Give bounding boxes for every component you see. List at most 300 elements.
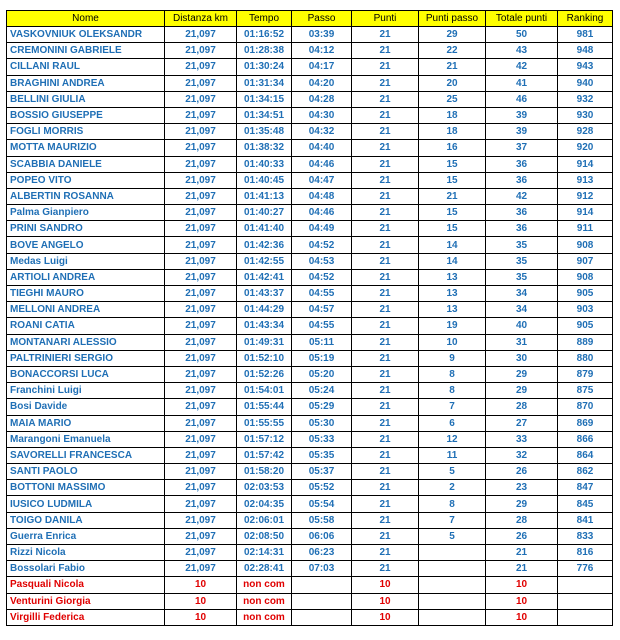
cell-totale: 26 <box>486 528 558 544</box>
cell-punti-passo: 15 <box>419 172 486 188</box>
cell-tempo: 01:52:26 <box>237 366 292 382</box>
cell-distanza: 21,097 <box>165 75 237 91</box>
cell-distanza: 21,097 <box>165 447 237 463</box>
cell-punti-passo: 7 <box>419 512 486 528</box>
cell-punti-passo: 22 <box>419 43 486 59</box>
cell-ranking: 847 <box>558 480 613 496</box>
cell-punti: 21 <box>352 366 419 382</box>
table-row <box>7 318 613 334</box>
cell-distanza: 21,097 <box>165 399 237 415</box>
cell-totale: 39 <box>486 107 558 123</box>
cell-totale: 29 <box>486 496 558 512</box>
cell-punti: 21 <box>352 253 419 269</box>
cell-totale: 36 <box>486 172 558 188</box>
cell-punti: 21 <box>352 188 419 204</box>
cell-ranking: 932 <box>558 91 613 107</box>
results-body <box>7 27 613 626</box>
cell-nome: Rizzi Nicola <box>7 545 165 561</box>
cell-punti: 21 <box>352 302 419 318</box>
cell-totale: 46 <box>486 91 558 107</box>
cell-distanza: 21,097 <box>165 302 237 318</box>
cell-ranking: 875 <box>558 383 613 399</box>
cell-punti: 21 <box>352 561 419 577</box>
table-row <box>7 75 613 91</box>
cell-distanza: 21,097 <box>165 480 237 496</box>
cell-nome: VASKOVNIUK OLEKSANDR <box>7 27 165 43</box>
cell-punti: 10 <box>352 593 419 609</box>
cell-ranking: 889 <box>558 334 613 350</box>
cell-passo: 04:17 <box>292 59 352 75</box>
header-totale: Totale punti <box>486 11 558 27</box>
table-row <box>7 302 613 318</box>
cell-punti-passo: 29 <box>419 27 486 43</box>
cell-distanza: 21,097 <box>165 334 237 350</box>
cell-punti-passo: 13 <box>419 286 486 302</box>
cell-passo: 05:33 <box>292 431 352 447</box>
cell-distanza: 21,097 <box>165 107 237 123</box>
table-row <box>7 561 613 577</box>
cell-tempo: 01:40:27 <box>237 205 292 221</box>
cell-passo: 04:12 <box>292 43 352 59</box>
cell-distanza: 21,097 <box>165 561 237 577</box>
cell-tempo: 01:42:55 <box>237 253 292 269</box>
cell-tempo: 01:57:12 <box>237 431 292 447</box>
cell-punti-passo: 5 <box>419 464 486 480</box>
cell-totale: 26 <box>486 464 558 480</box>
cell-punti-passo: 15 <box>419 156 486 172</box>
cell-tempo: non com <box>237 609 292 625</box>
cell-nome: MAIA MARIO <box>7 415 165 431</box>
header-nome: Nome <box>7 11 165 27</box>
cell-totale: 10 <box>486 593 558 609</box>
cell-ranking: 870 <box>558 399 613 415</box>
cell-tempo: non com <box>237 577 292 593</box>
cell-totale: 21 <box>486 561 558 577</box>
cell-nome: BRAGHINI ANDREA <box>7 75 165 91</box>
results-table <box>6 10 613 626</box>
cell-totale: 35 <box>486 253 558 269</box>
table-row <box>7 59 613 75</box>
cell-ranking <box>558 577 613 593</box>
cell-tempo: 01:34:51 <box>237 107 292 123</box>
cell-ranking: 862 <box>558 464 613 480</box>
cell-totale: 21 <box>486 545 558 561</box>
cell-tempo: 01:38:32 <box>237 140 292 156</box>
table-row <box>7 221 613 237</box>
cell-punti: 21 <box>352 286 419 302</box>
cell-nome: TOIGO DANILA <box>7 512 165 528</box>
table-row <box>7 415 613 431</box>
cell-punti: 21 <box>352 431 419 447</box>
cell-totale: 39 <box>486 124 558 140</box>
cell-totale: 10 <box>486 609 558 625</box>
cell-ranking: 914 <box>558 156 613 172</box>
cell-punti-passo: 2 <box>419 480 486 496</box>
header-punti-passo: Punti passo <box>419 11 486 27</box>
cell-punti: 21 <box>352 221 419 237</box>
cell-passo: 06:06 <box>292 528 352 544</box>
table-row <box>7 545 613 561</box>
cell-punti-passo <box>419 577 486 593</box>
cell-totale: 28 <box>486 512 558 528</box>
cell-punti-passo <box>419 609 486 625</box>
cell-nome: ARTIOLI ANDREA <box>7 269 165 285</box>
table-row <box>7 577 613 593</box>
cell-nome: POPEO VITO <box>7 172 165 188</box>
cell-distanza: 21,097 <box>165 124 237 140</box>
cell-passo: 05:20 <box>292 366 352 382</box>
cell-passo: 04:57 <box>292 302 352 318</box>
cell-nome: ROANI CATIA <box>7 318 165 334</box>
header-tempo: Tempo <box>237 11 292 27</box>
cell-distanza: 21,097 <box>165 383 237 399</box>
cell-tempo: 01:34:15 <box>237 91 292 107</box>
cell-punti-passo: 9 <box>419 350 486 366</box>
cell-nome: Bosi Davide <box>7 399 165 415</box>
cell-passo: 05:54 <box>292 496 352 512</box>
cell-punti: 21 <box>352 269 419 285</box>
cell-tempo: 01:30:24 <box>237 59 292 75</box>
header-distanza: Distanza km <box>165 11 237 27</box>
cell-tempo: 01:44:29 <box>237 302 292 318</box>
cell-punti: 21 <box>352 496 419 512</box>
cell-totale: 31 <box>486 334 558 350</box>
cell-passo: 04:46 <box>292 205 352 221</box>
cell-punti: 21 <box>352 124 419 140</box>
cell-punti: 21 <box>352 545 419 561</box>
cell-punti-passo <box>419 545 486 561</box>
cell-punti-passo: 25 <box>419 91 486 107</box>
cell-tempo: 01:43:37 <box>237 286 292 302</box>
cell-distanza: 21,097 <box>165 172 237 188</box>
cell-passo: 03:39 <box>292 27 352 43</box>
cell-punti-passo: 21 <box>419 59 486 75</box>
cell-punti-passo: 5 <box>419 528 486 544</box>
cell-tempo: 02:06:01 <box>237 512 292 528</box>
cell-distanza: 21,097 <box>165 237 237 253</box>
cell-distanza: 21,097 <box>165 431 237 447</box>
cell-distanza: 21,097 <box>165 464 237 480</box>
cell-ranking: 908 <box>558 269 613 285</box>
cell-nome: Marangoni Emanuela <box>7 431 165 447</box>
cell-totale: 50 <box>486 27 558 43</box>
table-row <box>7 334 613 350</box>
cell-totale: 41 <box>486 75 558 91</box>
table-row <box>7 609 613 625</box>
cell-ranking: 864 <box>558 447 613 463</box>
cell-nome: BOVE ANGELO <box>7 237 165 253</box>
cell-ranking: 816 <box>558 545 613 561</box>
cell-distanza: 21,097 <box>165 205 237 221</box>
cell-nome: CILLANI RAUL <box>7 59 165 75</box>
cell-distanza: 21,097 <box>165 350 237 366</box>
cell-distanza: 21,097 <box>165 221 237 237</box>
cell-punti: 21 <box>352 334 419 350</box>
table-row <box>7 496 613 512</box>
table-row <box>7 27 613 43</box>
table-row <box>7 480 613 496</box>
cell-nome: BONACCORSI LUCA <box>7 366 165 382</box>
cell-distanza: 21,097 <box>165 366 237 382</box>
cell-tempo: 01:43:34 <box>237 318 292 334</box>
cell-ranking: 928 <box>558 124 613 140</box>
table-row <box>7 431 613 447</box>
cell-tempo: 02:14:31 <box>237 545 292 561</box>
cell-passo: 04:53 <box>292 253 352 269</box>
cell-totale: 37 <box>486 140 558 156</box>
cell-nome: IUSICO LUDMILA <box>7 496 165 512</box>
cell-ranking: 930 <box>558 107 613 123</box>
cell-ranking: 905 <box>558 318 613 334</box>
cell-ranking: 841 <box>558 512 613 528</box>
cell-nome: MELLONI ANDREA <box>7 302 165 318</box>
cell-ranking: 866 <box>558 431 613 447</box>
table-row <box>7 140 613 156</box>
table-row <box>7 253 613 269</box>
cell-passo: 04:46 <box>292 156 352 172</box>
cell-ranking: 920 <box>558 140 613 156</box>
cell-nome: TIEGHI MAURO <box>7 286 165 302</box>
cell-totale: 23 <box>486 480 558 496</box>
cell-totale: 35 <box>486 237 558 253</box>
cell-distanza: 21,097 <box>165 253 237 269</box>
table-row <box>7 350 613 366</box>
cell-nome: SAVORELLI FRANCESCA <box>7 447 165 463</box>
cell-passo <box>292 577 352 593</box>
cell-punti-passo: 8 <box>419 496 486 512</box>
cell-tempo: 02:28:41 <box>237 561 292 577</box>
cell-ranking: 948 <box>558 43 613 59</box>
cell-punti: 21 <box>352 350 419 366</box>
table-row <box>7 188 613 204</box>
header-row <box>7 11 613 27</box>
cell-tempo: 01:35:48 <box>237 124 292 140</box>
cell-tempo: 01:28:38 <box>237 43 292 59</box>
table-row <box>7 528 613 544</box>
cell-tempo: 01:31:34 <box>237 75 292 91</box>
cell-totale: 28 <box>486 399 558 415</box>
cell-nome: CREMONINI GABRIELE <box>7 43 165 59</box>
cell-nome: Palma Gianpiero <box>7 205 165 221</box>
cell-totale: 29 <box>486 366 558 382</box>
cell-tempo: 01:16:52 <box>237 27 292 43</box>
cell-ranking: 833 <box>558 528 613 544</box>
table-row <box>7 366 613 382</box>
cell-punti: 21 <box>352 318 419 334</box>
cell-totale: 29 <box>486 383 558 399</box>
cell-ranking: 907 <box>558 253 613 269</box>
cell-punti: 21 <box>352 140 419 156</box>
cell-distanza: 21,097 <box>165 43 237 59</box>
cell-ranking: 913 <box>558 172 613 188</box>
cell-nome: Guerra Enrica <box>7 528 165 544</box>
cell-punti-passo: 8 <box>419 366 486 382</box>
cell-punti-passo: 14 <box>419 253 486 269</box>
cell-passo: 05:30 <box>292 415 352 431</box>
cell-totale: 42 <box>486 59 558 75</box>
cell-punti-passo: 14 <box>419 237 486 253</box>
cell-punti-passo: 13 <box>419 302 486 318</box>
cell-distanza: 21,097 <box>165 318 237 334</box>
cell-totale: 10 <box>486 577 558 593</box>
cell-totale: 34 <box>486 302 558 318</box>
cell-ranking: 908 <box>558 237 613 253</box>
cell-totale: 30 <box>486 350 558 366</box>
table-row <box>7 286 613 302</box>
cell-nome: PRINI SANDRO <box>7 221 165 237</box>
cell-tempo: 01:40:45 <box>237 172 292 188</box>
cell-ranking: 879 <box>558 366 613 382</box>
cell-totale: 42 <box>486 188 558 204</box>
table-row <box>7 43 613 59</box>
cell-passo: 05:11 <box>292 334 352 350</box>
cell-punti: 21 <box>352 237 419 253</box>
cell-punti-passo: 13 <box>419 269 486 285</box>
cell-passo: 04:30 <box>292 107 352 123</box>
header-ranking: Ranking <box>558 11 613 27</box>
cell-ranking: 940 <box>558 75 613 91</box>
table-row <box>7 172 613 188</box>
cell-ranking: 845 <box>558 496 613 512</box>
cell-distanza: 10 <box>165 609 237 625</box>
cell-passo: 05:35 <box>292 447 352 463</box>
cell-ranking <box>558 593 613 609</box>
cell-punti-passo: 18 <box>419 124 486 140</box>
cell-punti-passo: 11 <box>419 447 486 463</box>
cell-distanza: 21,097 <box>165 91 237 107</box>
cell-passo: 04:20 <box>292 75 352 91</box>
cell-punti-passo: 6 <box>419 415 486 431</box>
cell-punti-passo <box>419 561 486 577</box>
cell-punti: 21 <box>352 205 419 221</box>
cell-totale: 36 <box>486 156 558 172</box>
table-row <box>7 399 613 415</box>
cell-nome: BELLINI GIULIA <box>7 91 165 107</box>
cell-nome: Bossolari Fabio <box>7 561 165 577</box>
table-row <box>7 91 613 107</box>
cell-totale: 27 <box>486 415 558 431</box>
cell-distanza: 21,097 <box>165 496 237 512</box>
cell-punti: 21 <box>352 383 419 399</box>
cell-punti: 10 <box>352 577 419 593</box>
cell-passo: 04:47 <box>292 172 352 188</box>
cell-passo: 06:23 <box>292 545 352 561</box>
cell-passo: 04:40 <box>292 140 352 156</box>
cell-ranking: 869 <box>558 415 613 431</box>
cell-punti: 21 <box>352 172 419 188</box>
header-passo: Passo <box>292 11 352 27</box>
cell-punti: 21 <box>352 27 419 43</box>
cell-punti: 21 <box>352 399 419 415</box>
cell-ranking: 912 <box>558 188 613 204</box>
cell-punti-passo <box>419 593 486 609</box>
cell-nome: SANTI PAOLO <box>7 464 165 480</box>
cell-totale: 35 <box>486 269 558 285</box>
cell-punti: 21 <box>352 447 419 463</box>
cell-punti: 21 <box>352 528 419 544</box>
cell-nome: Venturini Giorgia <box>7 593 165 609</box>
cell-passo: 04:32 <box>292 124 352 140</box>
cell-nome: Medas Luigi <box>7 253 165 269</box>
cell-punti-passo: 19 <box>419 318 486 334</box>
cell-nome: MOTTA MAURIZIO <box>7 140 165 156</box>
cell-nome: FOGLI MORRIS <box>7 124 165 140</box>
cell-totale: 34 <box>486 286 558 302</box>
cell-punti-passo: 12 <box>419 431 486 447</box>
cell-punti: 21 <box>352 91 419 107</box>
cell-nome: SCABBIA DANIELE <box>7 156 165 172</box>
cell-ranking: 914 <box>558 205 613 221</box>
cell-totale: 32 <box>486 447 558 463</box>
cell-punti: 21 <box>352 75 419 91</box>
cell-punti-passo: 16 <box>419 140 486 156</box>
cell-tempo: 01:40:33 <box>237 156 292 172</box>
cell-punti-passo: 8 <box>419 383 486 399</box>
cell-nome: BOTTONI MASSIMO <box>7 480 165 496</box>
table-row <box>7 156 613 172</box>
cell-tempo: 01:57:42 <box>237 447 292 463</box>
cell-nome: MONTANARI ALESSIO <box>7 334 165 350</box>
cell-nome: Franchini Luigi <box>7 383 165 399</box>
cell-punti: 21 <box>352 480 419 496</box>
cell-ranking <box>558 609 613 625</box>
cell-ranking: 981 <box>558 27 613 43</box>
cell-tempo: 02:04:35 <box>237 496 292 512</box>
cell-ranking: 776 <box>558 561 613 577</box>
cell-passo: 05:29 <box>292 399 352 415</box>
cell-nome: Virgilli Federica <box>7 609 165 625</box>
cell-distanza: 21,097 <box>165 545 237 561</box>
cell-tempo: 01:41:40 <box>237 221 292 237</box>
cell-tempo: 01:42:41 <box>237 269 292 285</box>
cell-punti-passo: 7 <box>419 399 486 415</box>
table-row <box>7 124 613 140</box>
cell-nome: BOSSIO GIUSEPPE <box>7 107 165 123</box>
table-row <box>7 593 613 609</box>
cell-ranking: 911 <box>558 221 613 237</box>
cell-passo: 05:58 <box>292 512 352 528</box>
cell-passo: 04:48 <box>292 188 352 204</box>
cell-punti: 10 <box>352 609 419 625</box>
cell-tempo: 01:42:36 <box>237 237 292 253</box>
cell-passo: 04:52 <box>292 237 352 253</box>
cell-tempo: 01:54:01 <box>237 383 292 399</box>
header-punti: Punti <box>352 11 419 27</box>
cell-passo <box>292 609 352 625</box>
cell-passo: 05:19 <box>292 350 352 366</box>
cell-distanza: 21,097 <box>165 269 237 285</box>
cell-tempo: 01:41:13 <box>237 188 292 204</box>
cell-passo: 05:52 <box>292 480 352 496</box>
cell-ranking: 880 <box>558 350 613 366</box>
cell-distanza: 21,097 <box>165 156 237 172</box>
cell-passo: 07:03 <box>292 561 352 577</box>
table-row <box>7 383 613 399</box>
cell-tempo: 01:55:44 <box>237 399 292 415</box>
cell-ranking: 905 <box>558 286 613 302</box>
cell-totale: 40 <box>486 318 558 334</box>
cell-totale: 43 <box>486 43 558 59</box>
cell-punti: 21 <box>352 43 419 59</box>
cell-punti-passo: 21 <box>419 188 486 204</box>
table-row <box>7 205 613 221</box>
cell-passo: 04:52 <box>292 269 352 285</box>
cell-totale: 33 <box>486 431 558 447</box>
cell-tempo: 01:52:10 <box>237 350 292 366</box>
cell-distanza: 21,097 <box>165 59 237 75</box>
cell-tempo: 01:49:31 <box>237 334 292 350</box>
cell-punti: 21 <box>352 415 419 431</box>
